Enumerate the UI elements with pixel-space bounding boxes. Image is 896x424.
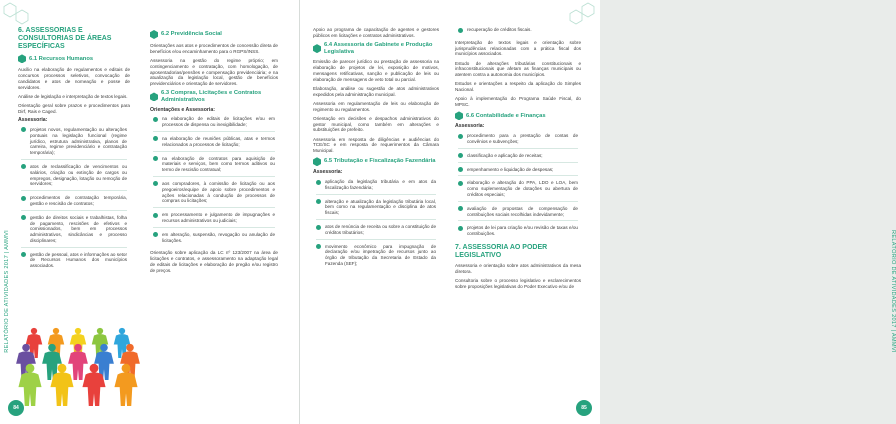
assessoria-label: Assessoria: <box>18 117 48 124</box>
list-item: aplicação da legislação tributária e em atos da fiscalização fazendária; <box>316 179 436 195</box>
subhead-compras-licitacoes: 6.3 Compras, Licitações e Contratos Administrativos <box>150 90 278 103</box>
paragraph: Orientação geral sobre prazos e procedimentos para Dirf, Rais e Caged. <box>18 103 130 114</box>
paragraph: Assessoria em resposta de diligências e audiências do TCE/SC e em resposta de requerimentos da Câmara Municipal. <box>313 136 439 154</box>
assessoria-label: Assessoria: <box>455 123 485 130</box>
assessoria-label: Assessoria: <box>313 169 343 176</box>
hexagon-bullet-icon <box>313 44 321 53</box>
section-title-7: 7. ASSESSORIA AO PODER LEGISLATIVO <box>455 243 548 259</box>
paragraph: Orientações aos atos e procedimentos de concessão direta de benefícios e/ou encaminhamento para o RGPS/INSS. <box>150 43 278 54</box>
column-1 <box>18 27 130 276</box>
person-figure <box>68 344 88 380</box>
bullet-list <box>455 133 581 240</box>
paragraph: Orientação sobre aplicação da LC nº 123/2007 na área de licitações e contratos, e assessoramento na adaptação legal de editais de licitações e elaboração de pregão e/ou registro de preços. <box>150 250 278 273</box>
paragraph: Elaboração, análise ou sugestão de atos administrativos expedidos pela administração municipal. <box>313 85 439 97</box>
paragraph: Apoio à implementação do Programa Saúde Fiscal, do MPSC. <box>455 96 581 108</box>
list-item: projetos de lei para criação e/ou revisão de taxas e/ou contribuições. <box>458 225 578 240</box>
list-item: procedimentos de contratação temporária, gestão e rescisão de contratos; <box>21 195 127 211</box>
page-number-left: 84 <box>8 400 24 416</box>
list-item: atos de renúncia de receita ou sobre a constituição de créditos tributários; <box>316 224 436 240</box>
bullet-dot-icon <box>458 226 463 231</box>
hexagon-bullet-icon <box>150 30 158 39</box>
colorful-people-illustration <box>20 322 148 412</box>
paragraph: Orientação em decisões e despachos administrativos do gestor municipal, como também em alterações e substituições de prefeito. <box>313 115 439 133</box>
list-item: aos compradores, à comissão de licitação ou aos pregoeiros/equipe de apoio sobre procedimentos e ações relacionadas à condução de processos de compras ou licitações; <box>153 181 275 208</box>
paragraph: Estudo de alterações tributárias constitucionais e infraconstitucionais que afetam as finanças municipais ou atentem contra a autonomia dos municípios. <box>455 60 581 78</box>
bullet-dot-icon <box>21 127 26 132</box>
paragraph: Assessoria na gestão do regime próprio; em contingenciamento e contratação, com homologação, de aposentadorias/pensões e compensação previdenciária; e na atualização da legislação local, gestão de benefícios previdenciários e orientação de servidores. <box>150 57 278 87</box>
bullet-dot-icon <box>21 164 26 169</box>
column-2 <box>150 27 278 277</box>
bullet-dot-icon <box>316 225 321 230</box>
bullet-list <box>313 179 439 270</box>
hexagon-bullet-icon <box>18 54 26 63</box>
list-item: em processamento e julgamento de impugnações e recursos administrativos ou judiciais; <box>153 212 275 228</box>
subhead-tributacao: 6.5 Tributação e Fiscalização Fazendária <box>313 157 439 166</box>
hexagon-bullet-icon <box>313 157 321 166</box>
subhead-gabinete: 6.4 Assessoria de Gabinete e Produção Legislativa <box>313 42 439 55</box>
list-item: projetos novos, regulamentação ou alterações pontuais na legislação funcional (regime jurídico, estrutura administrativa, planos de carreira, regime previdenciário e contratação temporária); <box>21 127 127 160</box>
paragraph: Auxílio na elaboração de regulamentos e editais de concursos processos seletivos, convocação de candidatos e atos de nomeação e posse de servidores. <box>18 67 130 90</box>
side-label-right: RELATÓRIO DE ATIVIDADES 2017 | AMMVI <box>890 230 896 353</box>
column-3 <box>313 27 439 274</box>
list-item: elaboração e alteração do PPA, LDO e LOA, bem como suplementação de dotações ou abertura de créditos especiais; <box>458 180 578 201</box>
bullet-dot-icon <box>21 252 26 257</box>
hexagon-decoration-top-left <box>2 2 42 28</box>
subhead-previdencia-social: 6.2 Previdência Social <box>150 30 278 39</box>
left-page <box>0 0 300 424</box>
list-item: procedimento para a prestação de contas de convênios e subvenções; <box>458 133 578 149</box>
bullet-dot-icon <box>21 196 26 201</box>
paragraph: Assessoria em regulamentação de leis ou elaboração de regimento ou regulamentos. <box>313 100 439 112</box>
paragraph: Análise de legislação e interpretação de textos legais. <box>18 93 128 99</box>
paragraph: Assessoria e orientação sobre atos administrativos da mesa diretora. <box>455 263 581 275</box>
list-item: na elaboração de contratos para aquisição de materiais e serviços, bem como termos aditivos ou termo de rescisão contratual; <box>153 156 275 177</box>
paragraph: Interpretação de textos legais e orientação sobre jurisprudências relacionadas com a prática fiscal dos municípios associados. <box>455 39 581 57</box>
bullet-dot-icon <box>153 117 158 122</box>
list-item: alteração e atualização da legislação tributária local, bem como na regulamentação e disciplina de atos fiscais; <box>316 199 436 220</box>
hexagon-bullet-icon <box>455 111 463 120</box>
page-number-right: 85 <box>576 400 592 416</box>
bullet-dot-icon <box>458 167 463 172</box>
section-title-6: 6. ASSESSORIAS E CONSULTORIAS DE ÁREAS ESPECÍFICAS <box>18 27 112 50</box>
paragraph: Emissão de parecer jurídico ou prestação de assessoria na elaboração de projetos de lei, exposição de motivos, mensagens retificativas, sanção e publicação de leis ou elaboração de mensagens de veto total ou parcial. <box>313 59 439 82</box>
list-item: em alteração, suspensão, revogação ou anulação de licitações. <box>153 232 275 247</box>
column-4 <box>455 27 581 293</box>
right-page <box>300 0 896 424</box>
bullet-list <box>455 27 581 36</box>
list-item: classificação e aplicação de receitas; <box>458 153 578 163</box>
bullet-dot-icon <box>153 232 158 237</box>
side-label-left: RELATÓRIO DE ATIVIDADES 2017 | AMMVI <box>4 230 10 353</box>
list-item: atos de reclassificação de vencimentos ou salários, criação ou extinção de cargos ou empregos, designação, lotação ou remoção de servidores; <box>21 164 127 191</box>
bullet-dot-icon <box>316 199 321 204</box>
list-item: na elaboração de editais de licitações e/ou em processos de dispensa ou inexigibilidade; <box>153 116 275 132</box>
subhead-contabilidade: 6.6 Contabilidade e Finanças <box>455 111 581 120</box>
bullet-list <box>18 127 130 272</box>
list-item: gestão de direitos sociais e trabalhistas, folha de pagamento, rescisões de efetivos e comissionados, bem em processos administrativos, sindicâncias e processo disciplinares; <box>21 215 127 248</box>
bullet-dot-icon <box>21 215 26 220</box>
list-item: empenhamento e liquidação de despesas; <box>458 167 578 177</box>
bullet-dot-icon <box>458 28 463 33</box>
list-item: movimento econômico para impugnação de declaração e/ou impetração de recursos junto ao órgão de tributação da Secretaria de Estado da Fazenda (SEF); <box>316 244 436 270</box>
list-item: avaliação de propostas de compensação de contribuições sociais recolhidas indevidamente; <box>458 206 578 222</box>
bullet-dot-icon <box>458 153 463 158</box>
hexagon-bullet-icon <box>150 92 158 101</box>
bullet-dot-icon <box>153 136 158 141</box>
bullet-dot-icon <box>153 213 158 218</box>
paragraph: Apoio ao programa de capacitação de agentes e gestores públicos em licitações e contratos administrativos. <box>313 27 439 38</box>
bullet-dot-icon <box>458 206 463 211</box>
bullet-dot-icon <box>153 156 158 161</box>
bullet-dot-icon <box>316 244 321 249</box>
bullet-dot-icon <box>316 180 321 185</box>
list-item: na elaboração de reuniões públicas, atas e termos relacionados a processos de licitação; <box>153 136 275 152</box>
paragraph: Estudos e orientações a respeito da aplicação do Simples Nacional. <box>455 81 581 93</box>
paragraph: Consultoria sobre o processo legislativo e esclarecimentos sobre proposições legislativas do Poder Executivo e/ou de <box>455 278 581 290</box>
bullet-dot-icon <box>458 134 463 139</box>
bullet-list <box>150 116 278 246</box>
bullet-dot-icon <box>458 181 463 186</box>
list-item: recuperação de créditos fiscais. <box>458 27 578 36</box>
list-item: gestão de pessoal, atos e informações ao setor de Recursos Humanos dos municípios associados. <box>21 252 127 272</box>
bullet-dot-icon <box>153 181 158 186</box>
subhead-recursos-humanos: 6.1 Recursos Humanos <box>18 54 130 63</box>
hexagon-decoration-top-right <box>558 2 598 28</box>
orientacoes-label: Orientações e Assessoria: <box>150 106 215 113</box>
